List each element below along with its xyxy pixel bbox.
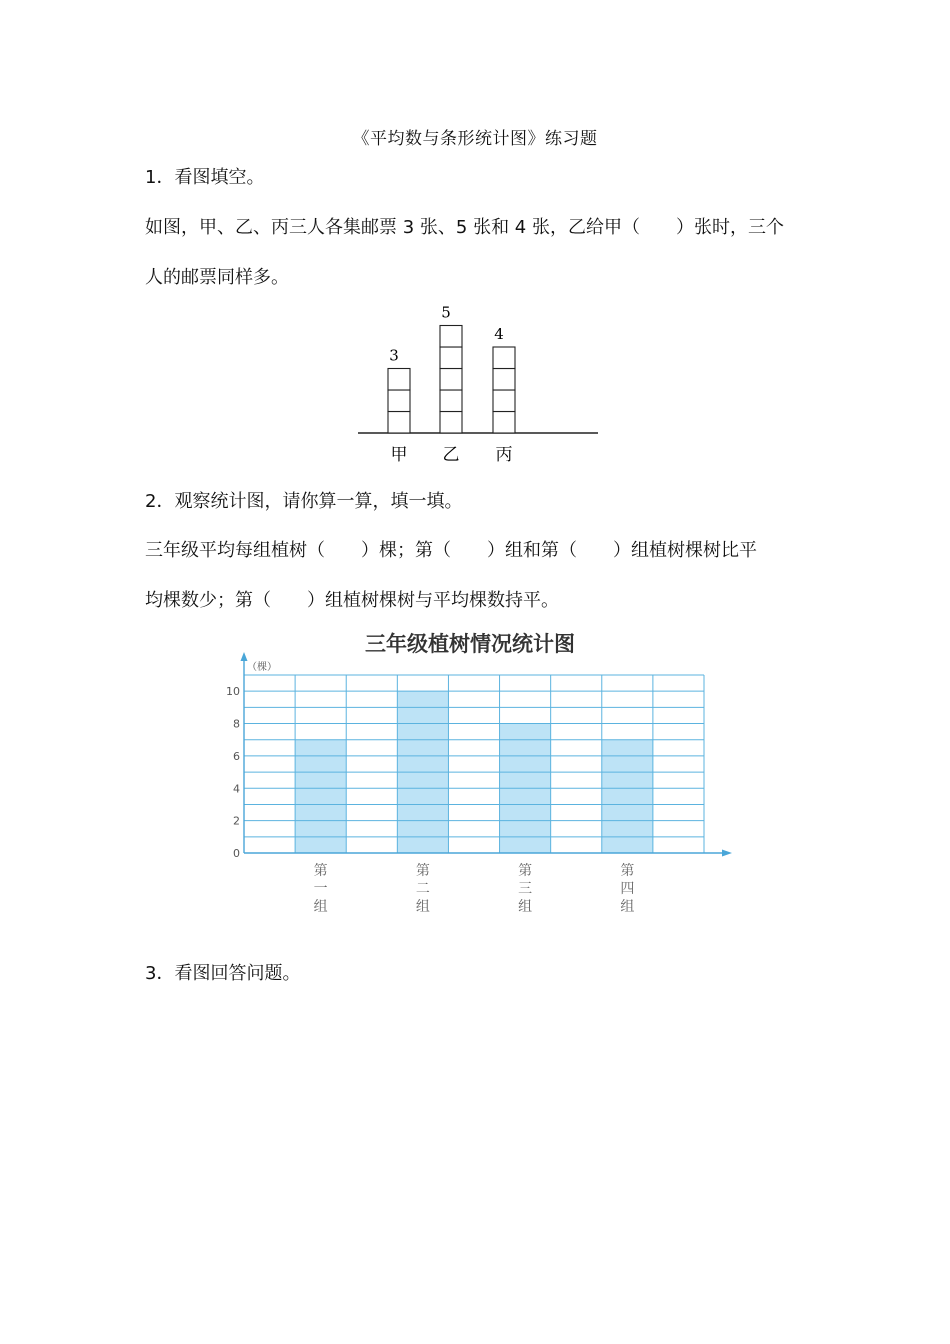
person-label: 丙 [495, 445, 513, 465]
q2-text-line1: 三年级平均每组植树（ ）棵；第（ ）组和第（ ）组植树棵树比平 [145, 540, 757, 561]
stamp-square [440, 347, 462, 369]
chart2-unit: （棵） [247, 662, 277, 673]
category-label-char: 组 [313, 899, 328, 915]
chart2-title: 三年级植树情况统计图 [365, 632, 575, 656]
tree-bar [602, 740, 653, 853]
category-label-char: 三 [518, 881, 533, 897]
stack-value-label: 3 [389, 346, 399, 365]
y-axis-arrow [241, 652, 248, 661]
stack-value-label: 4 [494, 325, 504, 343]
stamp-square [440, 390, 462, 412]
q2-text-line2: 均棵数少；第（ ）组植树棵树与平均棵数持平。 [145, 590, 559, 611]
stamp-square [388, 369, 410, 391]
category-label-char: 组 [518, 899, 533, 915]
tree-planting-chart [210, 625, 750, 925]
stamp-square [440, 412, 462, 434]
stamp-square [388, 412, 410, 434]
y-tick-label: 4 [233, 782, 240, 796]
category-label-char: 组 [415, 899, 430, 915]
stamp-square [440, 369, 462, 391]
y-tick-label: 2 [233, 814, 240, 828]
stamp-square [440, 326, 462, 348]
category-label-char: 一 [313, 881, 328, 897]
category-label-char: 第 [415, 863, 430, 879]
stamp-square [388, 390, 410, 412]
person-label: 甲 [390, 445, 408, 465]
q3-heading: 3．看图回答问题。 [145, 963, 301, 984]
q1-text-line2: 人的邮票同样多。 [145, 267, 289, 288]
y-tick-label: 8 [233, 717, 240, 731]
y-tick-label: 0 [233, 847, 240, 860]
category-label-char: 四 [620, 881, 635, 897]
category-label-char: 第 [620, 863, 635, 879]
page-title: 《平均数与条形统计图》练习题 [352, 129, 598, 149]
stamp-square [493, 390, 515, 412]
y-tick-label: 6 [233, 749, 240, 763]
q1-text-line1: 如图，甲、乙、丙三人各集邮票 3 张、5 张和 4 张，乙给甲（ ）张时，三个 [145, 217, 784, 238]
tree-bar [295, 740, 346, 853]
q2-heading: 2．观察统计图，请你算一算，填一填。 [145, 491, 463, 512]
x-axis-arrow [722, 850, 732, 857]
category-label-char: 第 [313, 863, 328, 879]
stamp-square [493, 412, 515, 434]
stack-value-label: 5 [441, 303, 451, 322]
category-label-char: 组 [620, 899, 635, 915]
stamp-square [493, 347, 515, 369]
person-label: 乙 [442, 445, 460, 465]
category-label-char: 第 [518, 863, 533, 879]
category-label-char: 二 [415, 881, 430, 897]
q1-heading: 1．看图填空。 [145, 167, 265, 188]
y-tick-label: 10 [226, 685, 240, 699]
stamp-square [493, 369, 515, 391]
stamp-stack-chart [350, 295, 610, 470]
